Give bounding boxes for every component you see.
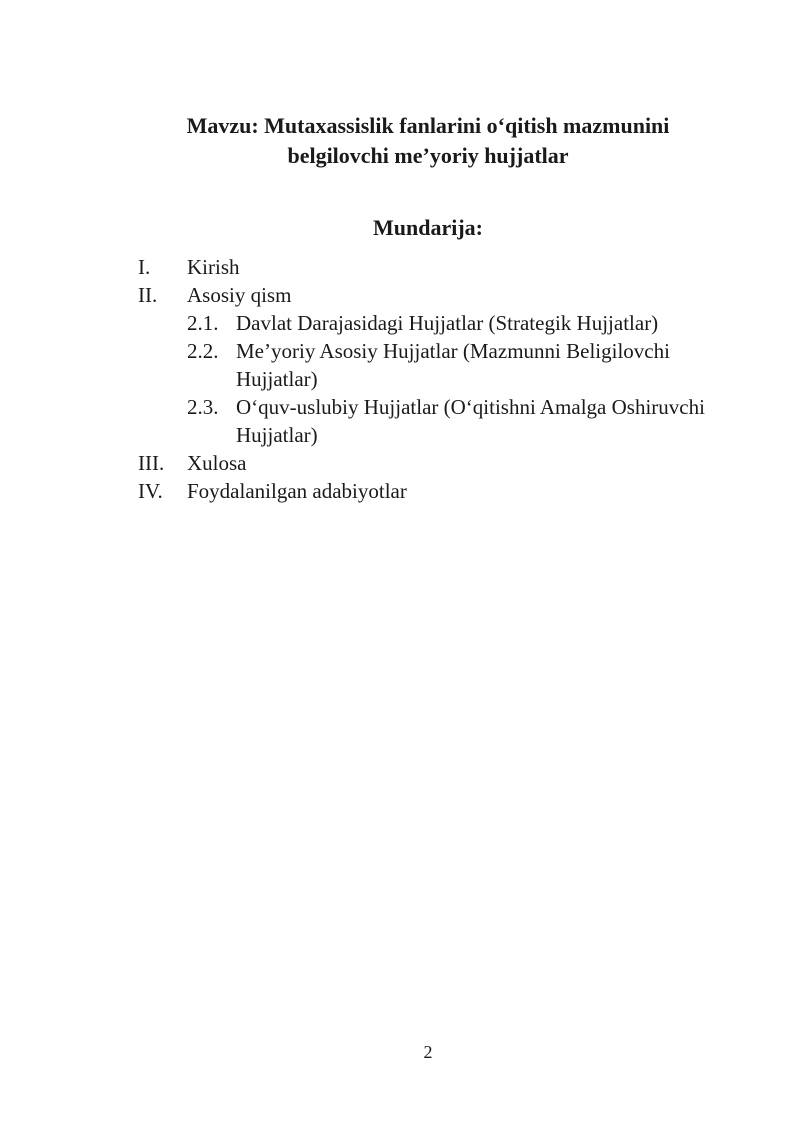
toc-item-intro [138, 253, 758, 281]
toc-heading: Mundarija: [373, 215, 483, 240]
document-title-line-1: Mavzu: Mutaxassislik fanlarini o‘qitish mazmunini [186, 113, 670, 138]
toc-sublist [138, 309, 758, 449]
toc-item-number: II. [138, 283, 158, 307]
toc-item-label: Kirish [187, 255, 240, 279]
document-title [0, 111, 800, 171]
toc-subitem-2-3 [187, 393, 758, 449]
toc-subitem-2-2 [187, 337, 758, 393]
toc-item-label: Asosiy qism [187, 283, 292, 307]
toc-subitem-label: O‘quv-uslubiy Hujjatlar (O‘qitishni Amalga Oshiruvchi Hujjatlar) [236, 395, 705, 447]
toc-item-label: Foydalanilgan adabiyotlar [187, 479, 407, 503]
toc-item-references [138, 477, 758, 505]
toc-item-label: Xulosa [187, 451, 247, 475]
toc-item-number: I. [138, 255, 151, 279]
toc-item-conclusion [138, 449, 758, 477]
document-title-line-2: belgilovchi me’yoriy hujjatlar [287, 143, 569, 168]
toc-subitem-label: Davlat Darajasidagi Hujjatlar (Strategik Hujjatlar) [236, 311, 659, 335]
toc-subitem-number: 2.2. [187, 339, 219, 363]
page-number: 2 [423, 1042, 433, 1062]
table-of-contents [138, 253, 758, 505]
toc-subitem-label: Me’yoriy Asosiy Hujjatlar (Mazmunni Beligilovchi Hujjatlar) [236, 339, 670, 391]
toc-subitem-number: 2.3. [187, 395, 219, 419]
toc-subitem-2-1 [187, 309, 758, 337]
toc-item-number: IV. [138, 479, 163, 503]
toc-subitem-number: 2.1. [187, 311, 219, 335]
toc-item-main-part [138, 281, 758, 449]
toc-item-number: III. [138, 451, 165, 475]
